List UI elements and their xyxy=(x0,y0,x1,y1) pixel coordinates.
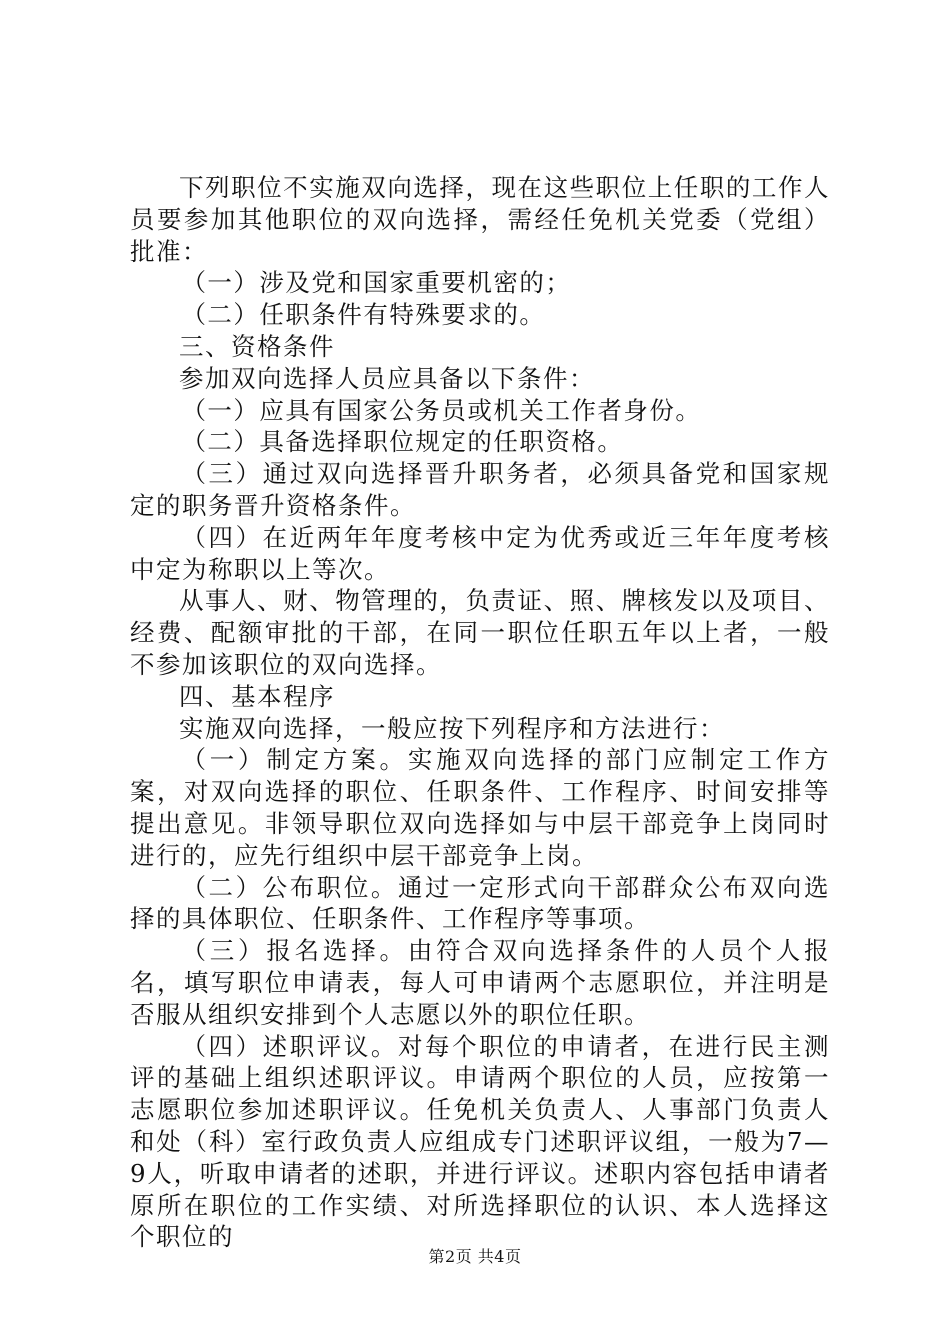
paragraph-procedure-1: （一）制定方案。实施双向选择的部门应制定工作方案，对双向选择的职位、任职条件、工作程序、时间安排等提出意见。非领导职位双向选择如与中层干部竞争上岗同时进行的，应先行组织中层干部竞争上岗。 xyxy=(130,745,830,870)
paragraph-procedure-3: （三）报名选择。由符合双向选择条件的人员个人报名，填写职位申请表，每人可申请两个志愿职位，并注明是否服从组织安排到个人志愿以外的职位任职。 xyxy=(130,936,830,1029)
paragraph-qualification-4: （四）在近两年年度考核中定为优秀或近三年年度考核中定为称职以上等次。 xyxy=(130,522,830,584)
paragraph-qualification-2: （二）具备选择职位规定的任职资格。 xyxy=(181,427,624,457)
section-heading-qualifications: 三、资格条件 xyxy=(179,331,335,361)
paragraph-procedure-2: （二）公布职位。通过一定形式向干部群众公布双向选择的具体职位、任职条件、工作程序等事项。 xyxy=(130,872,830,934)
document-body xyxy=(130,172,830,1253)
paragraph-item-1: （一）涉及党和国家重要机密的； xyxy=(181,268,572,298)
page-footer xyxy=(0,1247,950,1267)
page-number-label: 第2页 共4页 xyxy=(428,1247,522,1266)
paragraph-item-2: （二）任职条件有特殊要求的。 xyxy=(181,300,546,330)
paragraph-procedure-4: （四）述职评议。对每个职位的申请者，在进行民主测评的基础上组织述职评议。申请两个职位的人员，应按第一志愿职位参加述职评议。任免机关负责人、人事部门负责人和处（科）室行政负责人应组成专门述职评议组，一般为7—9人，听取申请者的述职，并进行评议。述职内容包括申请者原所在职位的工作实绩、对所选择职位的认识、本人选择这个职位的 xyxy=(130,1031,830,1252)
paragraph-intro: 下列职位不实施双向选择，现在这些职位上任职的工作人员要参加其他职位的双向选择，需经任免机关党委（党组）批准： xyxy=(130,173,830,266)
paragraph-qualification-1: （一）应具有国家公务员或机关工作者身份。 xyxy=(181,395,702,425)
paragraph-exclusion: 从事人、财、物管理的，负责证、照、牌核发以及项目、经费、配额审批的干部，在同一职位任职五年以上者，一般不参加该职位的双向选择。 xyxy=(130,586,830,679)
paragraph-qualifications-intro: 参加双向选择人员应具备以下条件： xyxy=(179,363,595,393)
paragraph-qualification-3: （三）通过双向选择晋升职务者，必须具备党和国家规定的职务晋升资格条件。 xyxy=(130,459,830,520)
section-heading-procedure: 四、基本程序 xyxy=(179,681,335,711)
paragraph-procedure-intro: 实施双向选择，一般应按下列程序和方法进行： xyxy=(179,713,725,743)
